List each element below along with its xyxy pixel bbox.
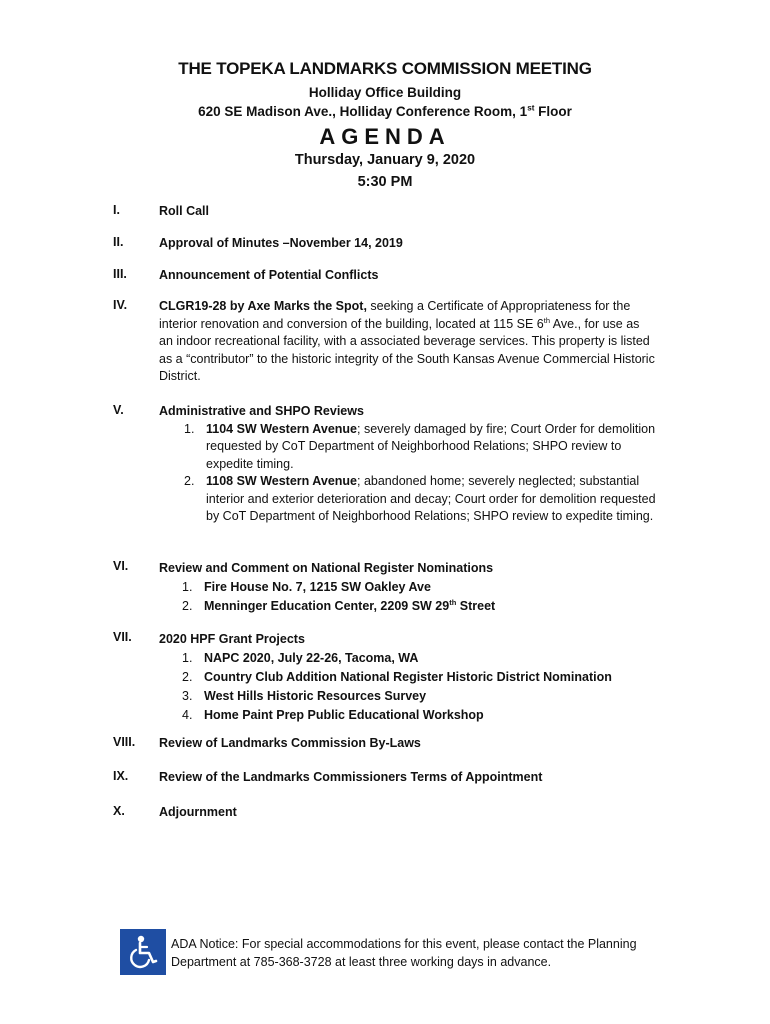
item-title: Roll Call [159, 204, 210, 218]
meeting-time: 5:30 PM [357, 174, 413, 190]
building-name: Holliday Office Building [308, 85, 462, 100]
ada-notice: ADA Notice: For special accommodations for this event, please contact the Planning Department at 785-368-3728 at least three working days in advance. [171, 937, 637, 969]
agenda-heading: AGENDA [319, 124, 451, 149]
item-title: Approval of Minutes –November 14, 2019 [159, 236, 403, 250]
item-number: X. [113, 804, 125, 818]
item-number: IX. [113, 769, 129, 783]
item-title: Review and Comment on National Register Nominations [159, 561, 494, 575]
item-title: Announcement of Potential Conflicts [159, 268, 379, 282]
meeting-date: Thursday, January 9, 2020 [294, 152, 476, 168]
item-title: Adjournment [159, 805, 237, 819]
sub-item: 2. Country Club Addition National Register Historic District Nomination [182, 670, 612, 684]
meeting-address: 620 SE Madison Ave., Holliday Conference Room, 1st Floor [198, 103, 572, 119]
item-number: VII. [113, 630, 132, 644]
item-number: I. [113, 203, 120, 217]
sub-item: 1. 1104 SW Western Avenue; severely damaged by fire; Court Order for demolition requested by CoT Department of Neighborhood Relations; SHPO review to expedite timing. [184, 421, 656, 471]
sub-item: 3. West Hills Historic Resources Survey [182, 689, 427, 703]
item-title: Administrative and SHPO Reviews [159, 404, 364, 418]
item-description: CLGR19-28 by Axe Marks the Spot, seeking a Certificate of Appropriateness for the interior renovation and conversion of the building, located at 115 SE 6th Ave., for use as an indoor recreational facility, with a associated beverage services. This property is listed as a “contributor” to the historic integrity of the South Kansas Avenue Commercial Historic District. [159, 299, 655, 383]
item-number: VIII. [113, 735, 136, 749]
sub-item: 2. 1108 SW Western Avenue; abandoned home; severely neglected; substantial interior and exterior deterioration and decay; Court order for demolition requested by CoT Department of Neighborhood Relations; SHPO review to expedite timing. [184, 474, 656, 523]
item-number: IV. [113, 298, 128, 312]
item-title: 2020 HPF Grant Projects [159, 632, 305, 646]
item-title: Review of Landmarks Commission By-Laws [159, 736, 421, 750]
item-number: VI. [113, 559, 129, 573]
item-number: II. [113, 235, 124, 249]
item-number: V. [113, 403, 124, 417]
item-number: III. [113, 267, 127, 281]
meeting-title: THE TOPEKA LANDMARKS COMMISSION MEETING [178, 59, 592, 78]
sub-item: 2. Menninger Education Center, 2209 SW 29th Street [182, 597, 496, 613]
sub-item: 4. Home Paint Prep Public Educational Workshop [182, 708, 484, 722]
sub-item: 1. Fire House No. 7, 1215 SW Oakley Ave [182, 580, 431, 594]
wheelchair-accessibility-icon [120, 929, 166, 975]
item-title: Review of the Landmarks Commissioners Terms of Appointment [159, 770, 543, 784]
sub-item: 1. NAPC 2020, July 22-26, Tacoma, WA [182, 651, 419, 665]
